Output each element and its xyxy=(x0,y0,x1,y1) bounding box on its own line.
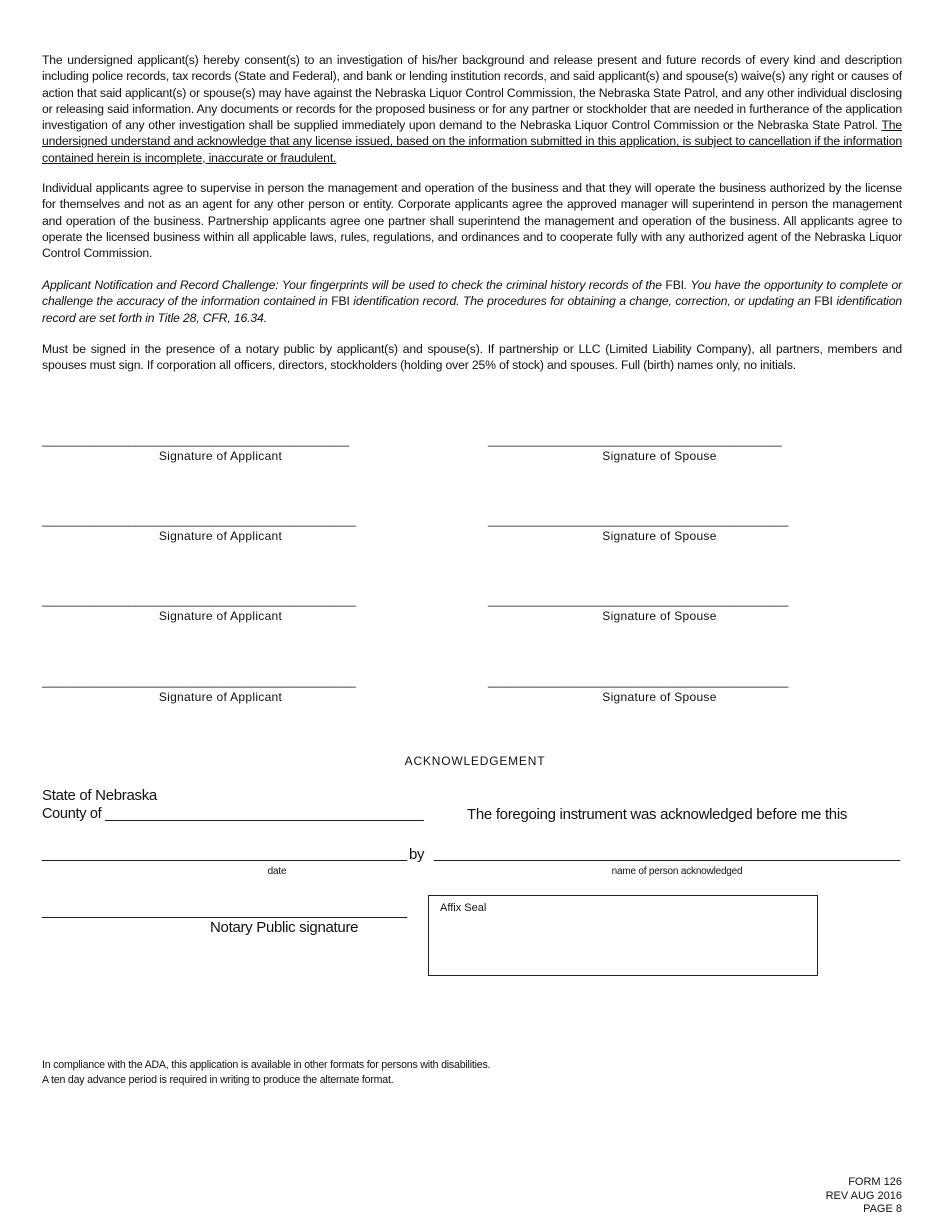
notary-signature-caption: Notary Public signature xyxy=(210,919,359,936)
applicant-signature-caption: Signature of Applicant xyxy=(158,690,283,704)
applicant-signature-caption: Signature of Applicant xyxy=(158,449,283,463)
spouse-signature-caption: Signature of Spouse xyxy=(602,690,717,704)
applicant-signature-line[interactable]: _______________________________________________ xyxy=(42,593,356,607)
applicant-signature-caption: Signature of Applicant xyxy=(158,609,283,623)
state-label: State of Nebraska xyxy=(42,787,157,804)
affix-seal-box xyxy=(428,895,818,976)
county-field[interactable]: County of _________________________________________ xyxy=(42,806,424,822)
consent-underlined-text: The undersigned understand and acknowledge that any license issued, based on the information submitted in this application, is subject to cancellation if the information contained herein is incomplete, inaccurate or fraudulent. xyxy=(42,118,902,165)
notary-signature-line[interactable]: _______________________________________________ xyxy=(42,903,407,919)
applicant-signature-line[interactable]: _______________________________________________ xyxy=(42,674,356,688)
ada-notice-line-2: A ten day advance period is required in writing to produce the alternate format. xyxy=(42,1074,394,1086)
applicant-signature-caption: Signature of Applicant xyxy=(158,529,283,543)
spouse-signature-line[interactable]: _____________________________________________ xyxy=(488,513,789,527)
spouse-signature-caption: Signature of Spouse xyxy=(602,609,717,623)
fbi-abbr: FBI xyxy=(331,294,350,309)
form-number: FORM 126 xyxy=(848,1176,902,1188)
spouse-signature-caption: Signature of Spouse xyxy=(602,449,717,463)
notification-text-c: identification record. The procedures for obtaining a change, correction, or updating an xyxy=(349,294,815,309)
spouse-signature-line[interactable]: _____________________________________________ xyxy=(488,674,789,688)
foregoing-statement: The foregoing instrument was acknowledged before me this xyxy=(467,806,848,823)
page-number: PAGE 8 xyxy=(863,1203,902,1215)
person-acknowledged-line[interactable]: ____________________________________________________________ xyxy=(434,846,900,862)
acknowledgement-heading: ACKNOWLEDGEMENT xyxy=(404,754,546,768)
date-line[interactable]: _______________________________________________ xyxy=(42,846,407,862)
supervision-paragraph: Individual applicants agree to supervise in person the management and operation of the business and that they will operate the business authorized by the license for themselves and not as an agent for any other person or entity. Corporate applicants agree the approved manager will superintend in person the management and operation of the business. Partnership applicants agree one partner shall superintend the management and operation of the business. All applicants agree to operate the licensed business within all applicable laws, rules, regulations, and ordinances and to cooperate fully with any authorized agent of the Nebraska Liquor Control Commission. xyxy=(42,181,902,261)
affix-seal-label: Affix Seal xyxy=(440,902,487,914)
date-caption: date xyxy=(267,866,287,877)
notary-requirement-paragraph: Must be signed in the presence of a notary public by applicant(s) and spouse(s). If partnership or LLC (Limited Liability Company), all partners, members and spouses must sign. If corporation all officers, directors, stockholders (holding over 25% of stock) and spouses. Full (birth) names only, no initials. xyxy=(42,342,902,373)
fbi-abbr: FBI xyxy=(665,278,684,292)
notification-paragraph xyxy=(42,277,902,326)
consent-text: The undersigned applicant(s) hereby consent(s) to an investigation of his/her background and release present and future records of every kind and description including police records, tax records (State and Federal), and bank or lending institution records, and said applicant(s) and spouse(s) waive(s) any right or causes of action that said applicant(s) or spouse(s) may have against the Nebraska Liquor Control Commission, the Nebraska State Patrol, and any other individual disclosing or releasing said information. Any documents or records for the proposed business or for any partner or stockholder that are needed in furtherance of the application investigation of any other investigation shall be supplied immediately upon demand to the Nebraska Liquor Control Commission or the Nebraska State Patrol. xyxy=(42,53,902,133)
applicant-signature-line[interactable]: ______________________________________________ xyxy=(42,433,349,447)
spouse-signature-caption: Signature of Spouse xyxy=(602,529,717,543)
notification-text-a: Applicant Notification and Record Challenge: Your fingerprints will be used to check the criminal history records of the xyxy=(42,278,666,292)
form-identifier xyxy=(826,1176,902,1217)
form-revision: REV AUG 2016 xyxy=(825,1189,902,1202)
ada-notice-line-1: In compliance with the ADA, this application is available in other formats for persons with disabilities. xyxy=(42,1059,491,1071)
consent-paragraph xyxy=(42,52,902,166)
notification-text-b: . You have the opportunity to complete or challenge the accuracy of the information contained in xyxy=(42,278,902,309)
notification-text-d: identification record are set forth in Title 28, CFR, 16.34. xyxy=(42,294,902,325)
spouse-signature-line[interactable]: _____________________________________________ xyxy=(488,593,789,607)
fbi-abbr: FBI xyxy=(814,294,833,309)
spouse-signature-line[interactable]: ____________________________________________ xyxy=(488,433,782,447)
person-acknowledged-caption: name of person acknowledged xyxy=(611,866,743,877)
applicant-signature-line[interactable]: _______________________________________________ xyxy=(42,513,356,527)
by-label: by xyxy=(409,846,425,863)
